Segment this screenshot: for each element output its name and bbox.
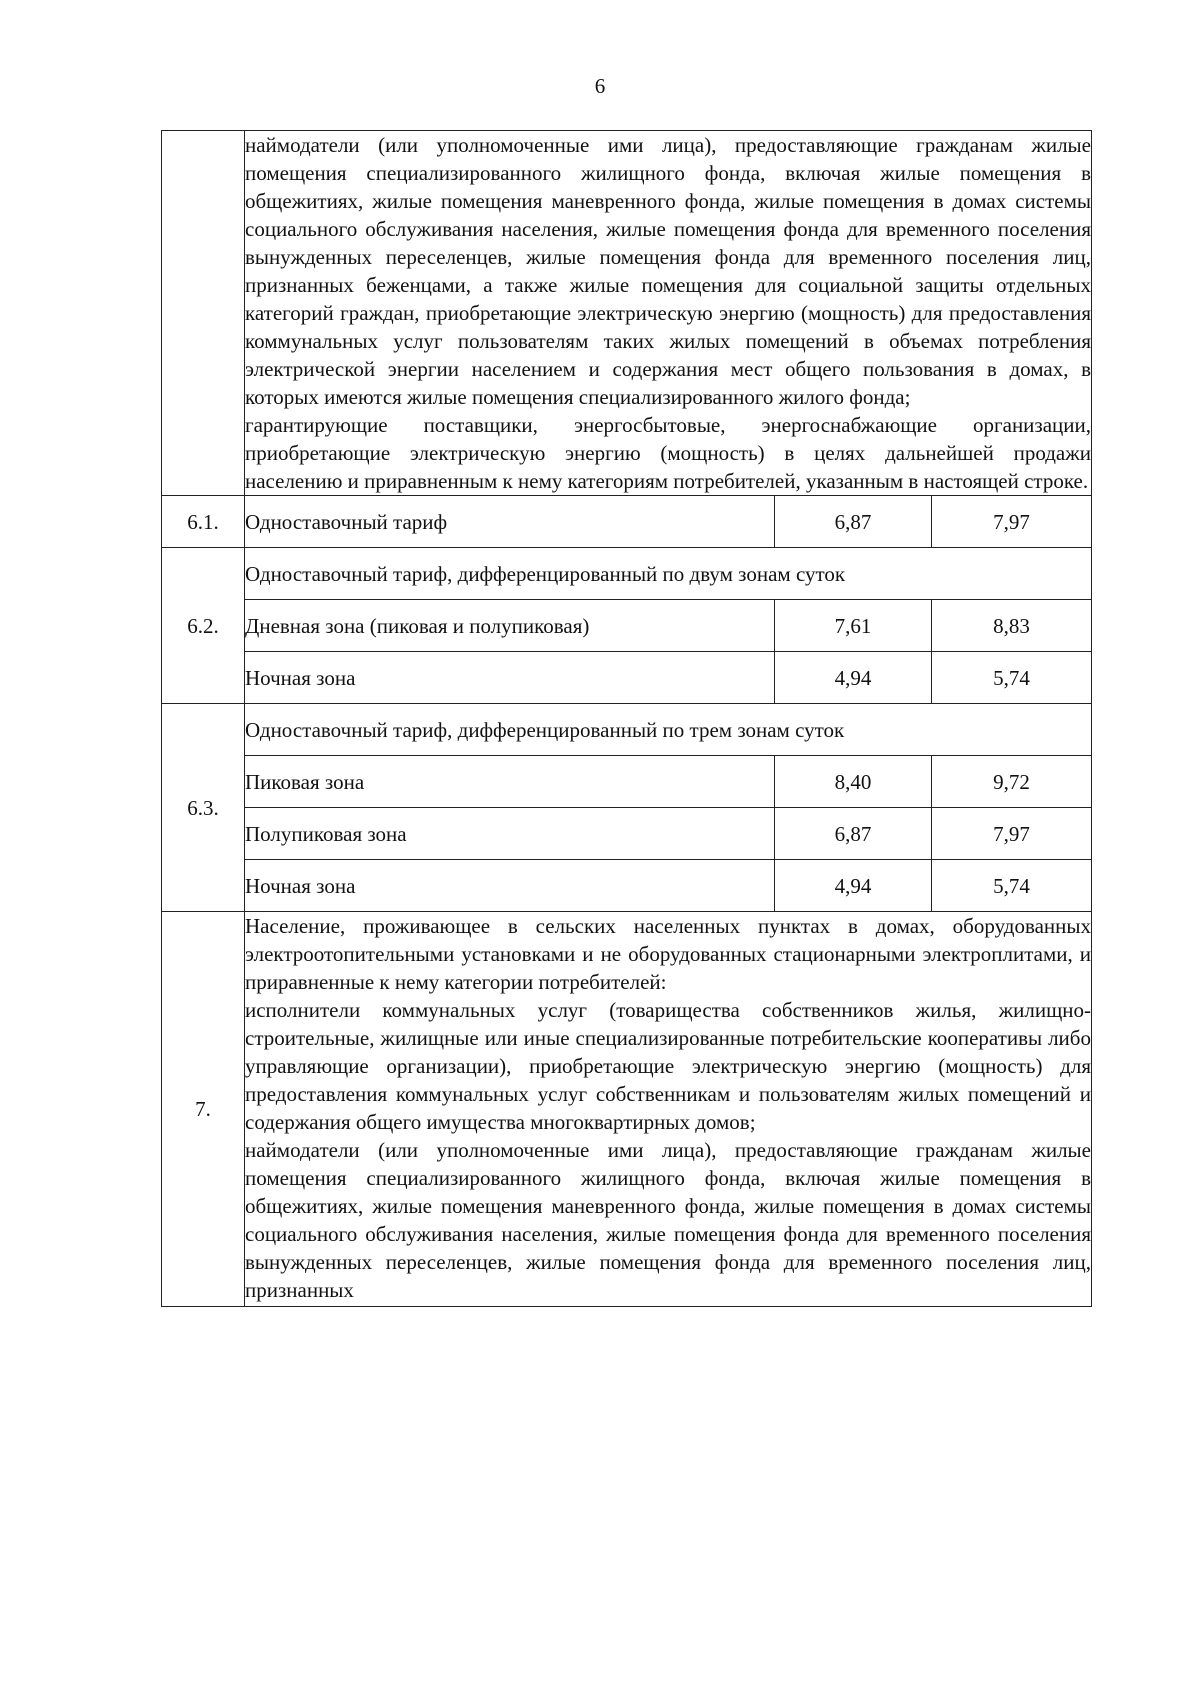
description-paragraph: наймодатели (или уполномоченные ими лица), предоставляющие гражданам жилые помещения специализированного жилищного фонда, включая жилые помещения в общежитиях, жилые помещения маневренного фонда, жилые помещения в домах системы социального обслуживания населения, жилые помещения фонда для временного поселения вынужденных переселенцев, жилые помещения фонда для временного поселения лиц, признанных беженцами, а также жилые помещения для социальной защиты отдельных категорий граждан, приобретающие электрическую энергию (мощность) для предоставления коммунальных услуг пользователям таких жилых помещений в объемах потребления электрической энергии населением и содержания мест общего пользования в домах, в которых имеются жилые помещения специализированного жилого фонда;: [245, 133, 1091, 409]
page-number: 6: [594, 74, 606, 98]
tariff-group-header: Одноставочный тариф, дифференцированный по трем зонам суток: [245, 704, 1092, 756]
row-number: 6.1.: [162, 496, 245, 548]
category-description: [245, 131, 1092, 496]
tariff-value-1: 6,87: [775, 496, 932, 548]
table-row: [162, 496, 1092, 548]
row-number: 6.2.: [162, 548, 245, 704]
tariff-group-header: Одноставочный тариф, дифференцированный по двум зонам суток: [245, 548, 1092, 600]
tariff-value-1: 4,94: [775, 652, 932, 704]
tariff-value-2: 7,97: [932, 808, 1092, 860]
zone-label: Ночная зона: [245, 860, 775, 912]
tariff-value-2: 9,72: [932, 756, 1092, 808]
zone-label: Ночная зона: [245, 652, 775, 704]
tariff-value-2: 8,83: [932, 600, 1092, 652]
tariff-value-2: 5,74: [932, 652, 1092, 704]
tariff-value-1: 8,40: [775, 756, 932, 808]
category-description: [245, 912, 1092, 1307]
tariff-value-2: 5,74: [932, 860, 1092, 912]
description-paragraph: наймодатели (или уполномоченные ими лица), предоставляющие гражданам жилые помещения специализированного жилищного фонда, включая жилые помещения в общежитиях, жилые помещения маневренного фонда, жилые помещения в домах системы социального обслуживания населения, жилые помещения фонда для временного поселения вынужденных переселенцев, жилые помещения фонда для временного поселения лиц, признанных: [245, 1138, 1091, 1302]
row-number: 6.3.: [162, 704, 245, 912]
row-number: 7.: [162, 912, 245, 1307]
table-row: [162, 548, 1092, 600]
row-number-cell: [162, 131, 245, 496]
table-row: [162, 808, 1092, 860]
table-row: [162, 600, 1092, 652]
zone-label: Пиковая зона: [245, 756, 775, 808]
tariff-value-1: 4,94: [775, 860, 932, 912]
table-row: [162, 860, 1092, 912]
tariff-value-2: 7,97: [932, 496, 1092, 548]
table-row: [162, 131, 1092, 496]
zone-label: Дневная зона (пиковая и полупиковая): [245, 600, 775, 652]
table-row: [162, 912, 1092, 1307]
tariff-value-1: 7,61: [775, 600, 932, 652]
tariff-value-1: 6,87: [775, 808, 932, 860]
description-paragraph: исполнители коммунальных услуг (товарищества собственников жилья, жилищно-строительные, жилищные или иные специализированные потребительские кооперативы либо управляющие организации), приобретающие электрическую энергию (мощность) для предоставления коммунальных услуг собственникам и пользователям жилых помещений и содержания общего имущества многоквартирных домов;: [245, 998, 1091, 1134]
zone-label: Полупиковая зона: [245, 808, 775, 860]
table-row: [162, 652, 1092, 704]
tariff-table: [161, 130, 1092, 1307]
tariff-label: Одноставочный тариф: [245, 496, 775, 548]
description-paragraph: Население, проживающее в сельских населенных пунктах в домах, оборудованных электроотопительными установками и не оборудованных стационарными электроплитами, и приравненные к нему категории потребителей:: [245, 914, 1091, 994]
table-row: [162, 756, 1092, 808]
table-row: [162, 704, 1092, 756]
description-paragraph: гарантирующие поставщики, энергосбытовые, энергоснабжающие организации, приобретающие электрическую энергию (мощность) в целях дальнейшей продажи населению и приравненным к нему категориям потребителей, указанным в настоящей строке.: [245, 413, 1091, 493]
